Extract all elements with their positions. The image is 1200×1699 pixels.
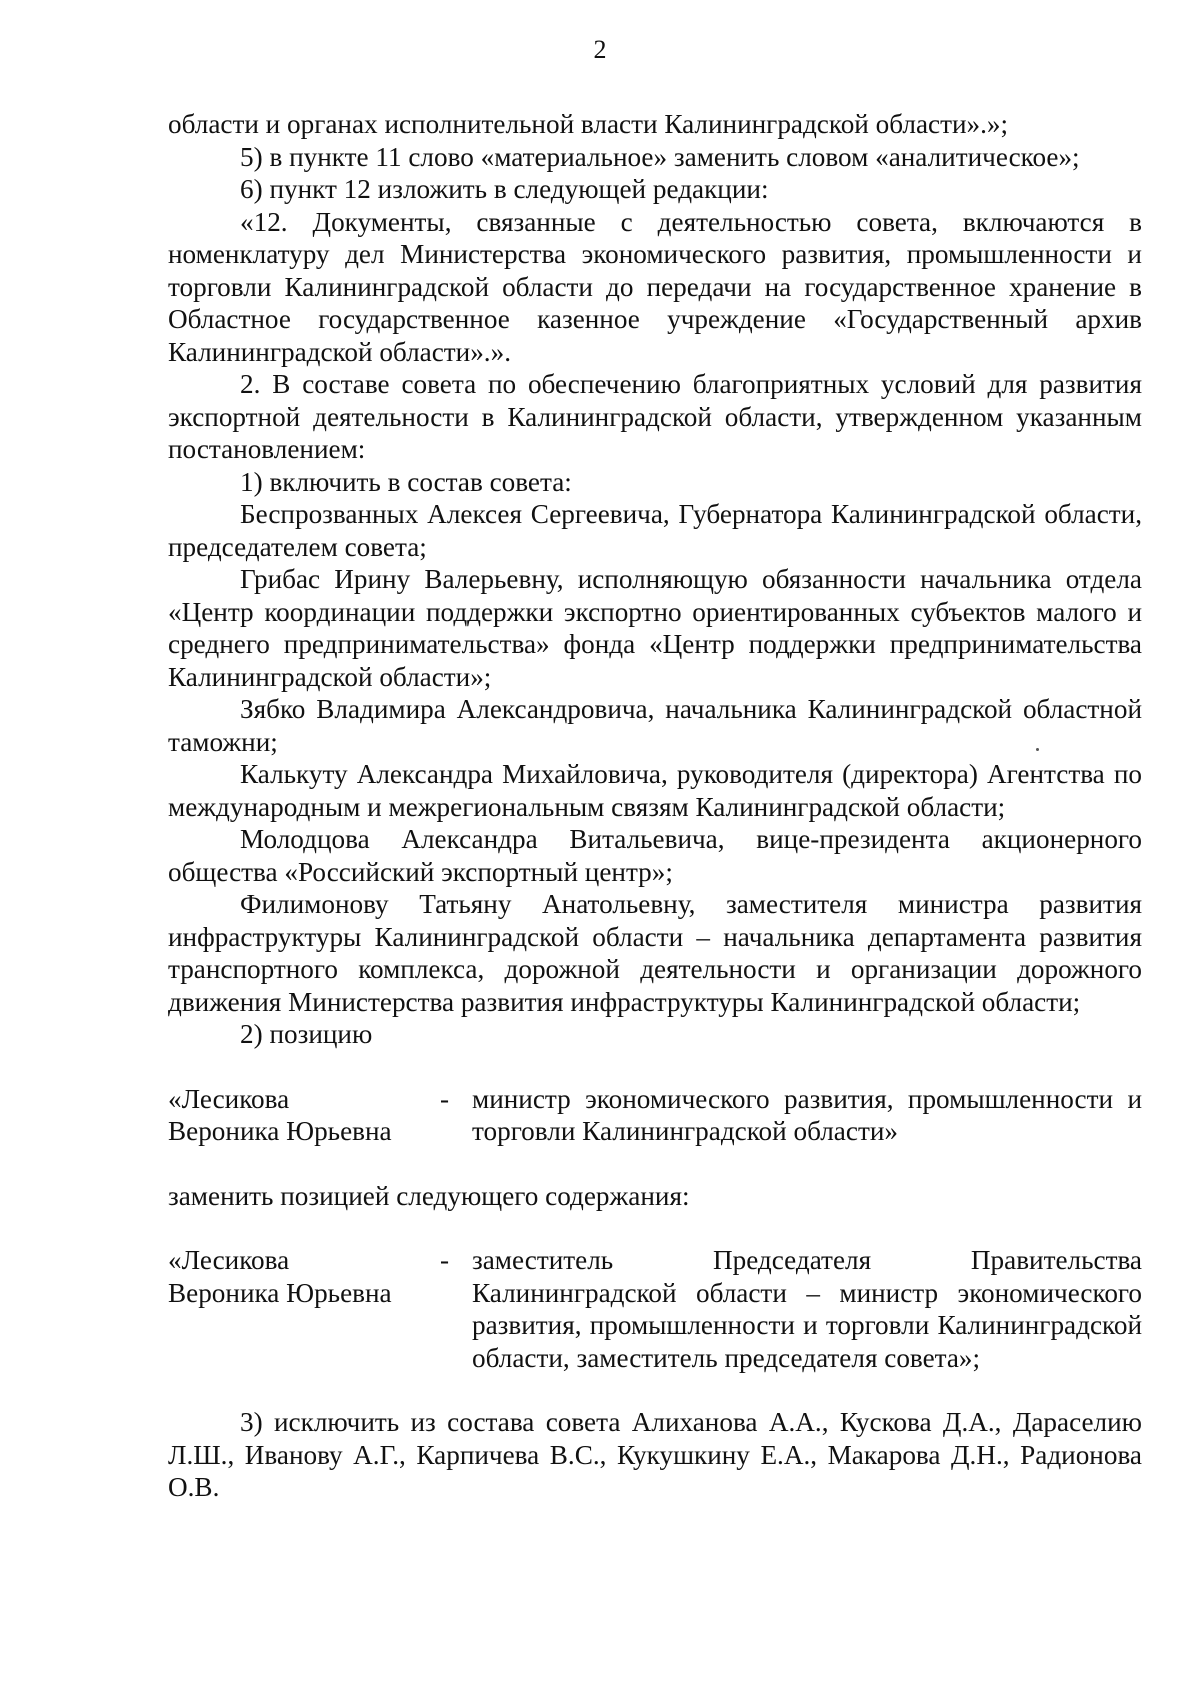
paragraph-item-6: 6) пункт 12 изложить в следующей редакции: bbox=[240, 174, 769, 204]
new-position-surname: «Лесикова bbox=[168, 1245, 290, 1275]
paragraph-exclude: 3) исключить из состава совета Алиханова А.А., Кускова Д.А., Дараселию Л.Ш., Иванову А.Г., Карпичева В.С., Кукушкину Е.А., Макарова Д.Н., Радионова О.В. bbox=[168, 1407, 1142, 1502]
paragraph-include: 1) включить в состав совета: bbox=[240, 466, 572, 497]
new-position-given-name: Вероника Юрьевна bbox=[168, 1277, 392, 1308]
paragraph-replace: заменить позицией следующего содержания: bbox=[168, 1180, 690, 1211]
paragraph-section-2: 2. В составе совета по обеспечению благоприятных условий для развития экспортной деятельности в Калининградской области, утвержденном указанным постановлением: bbox=[168, 369, 1142, 464]
member-zyabko: Зябко Владимира Александровича, начальника Калининградской областной таможни; bbox=[168, 694, 1142, 757]
old-position-description: министр экономического развития, промышленности и торговли Калининградской области» bbox=[472, 1083, 1142, 1146]
old-position-person bbox=[168, 1083, 440, 1148]
old-position-surname: «Лесикова bbox=[168, 1083, 290, 1114]
new-position-block bbox=[168, 1244, 1142, 1374]
paragraph-item-5: 5) в пункте 11 слово «материальное» заменить словом «аналитическое»; bbox=[240, 141, 1080, 172]
paragraph-continuation: области и органах исполнительной власти Калининградской области».»; bbox=[168, 109, 1009, 139]
paragraph-point-12: «12. Документы, связанные с деятельностью совета, включаются в номенклатуру дел Министерства экономического развития, промышленности и торговли Калининградской области до передачи на государственное хранение в Областное государственное казенное учреждение «Государственный архив Калининградской области».». bbox=[168, 206, 1142, 367]
page-number: 2 bbox=[593, 35, 607, 64]
new-position-description: заместитель Председателя Правительства Калининградской области – министр экономического развития, промышленности и торговли Калининградской области, заместитель председателя совета»; bbox=[472, 1245, 1142, 1373]
new-position-person bbox=[168, 1244, 440, 1374]
old-position-given-name: Вероника Юрьевна bbox=[168, 1116, 392, 1146]
member-besprozvannykh: Беспрозванных Алексея Сергеевича, Губернатора Калининградской области, председателем совета; bbox=[168, 499, 1142, 562]
member-kalkuta: Калькуту Александра Михайловича, руководителя (директора) Агентства по международным и межрегиональным связям Калининградской области; bbox=[168, 759, 1142, 822]
paragraph-position: 2) позицию bbox=[240, 1019, 373, 1049]
document-body bbox=[168, 108, 1142, 1504]
member-filimonova: Филимонову Татьяну Анатольевну, заместителя министра развития инфраструктуры Калининградской области – начальника департамента развития транспортного комплекса, дорожной деятельности и организации дорожного движения Министерства развития инфраструктуры Калининградской области; bbox=[168, 889, 1142, 1017]
new-position-dash: - bbox=[440, 1245, 450, 1275]
old-position-block bbox=[168, 1083, 1142, 1148]
member-molodtsov: Молодцова Александра Витальевича, вице-президента акционерного общества «Российский экспортный центр»; bbox=[168, 824, 1142, 887]
old-position-dash: - bbox=[440, 1083, 450, 1114]
member-gribas: Грибас Ирину Валерьевну, исполняющую обязанности начальника отдела «Центр координации поддержки экспортно ориентированных субъектов малого и среднего предпринимательства» фонда «Центр поддержки предпринимательства Калининградской области»; bbox=[168, 564, 1142, 692]
